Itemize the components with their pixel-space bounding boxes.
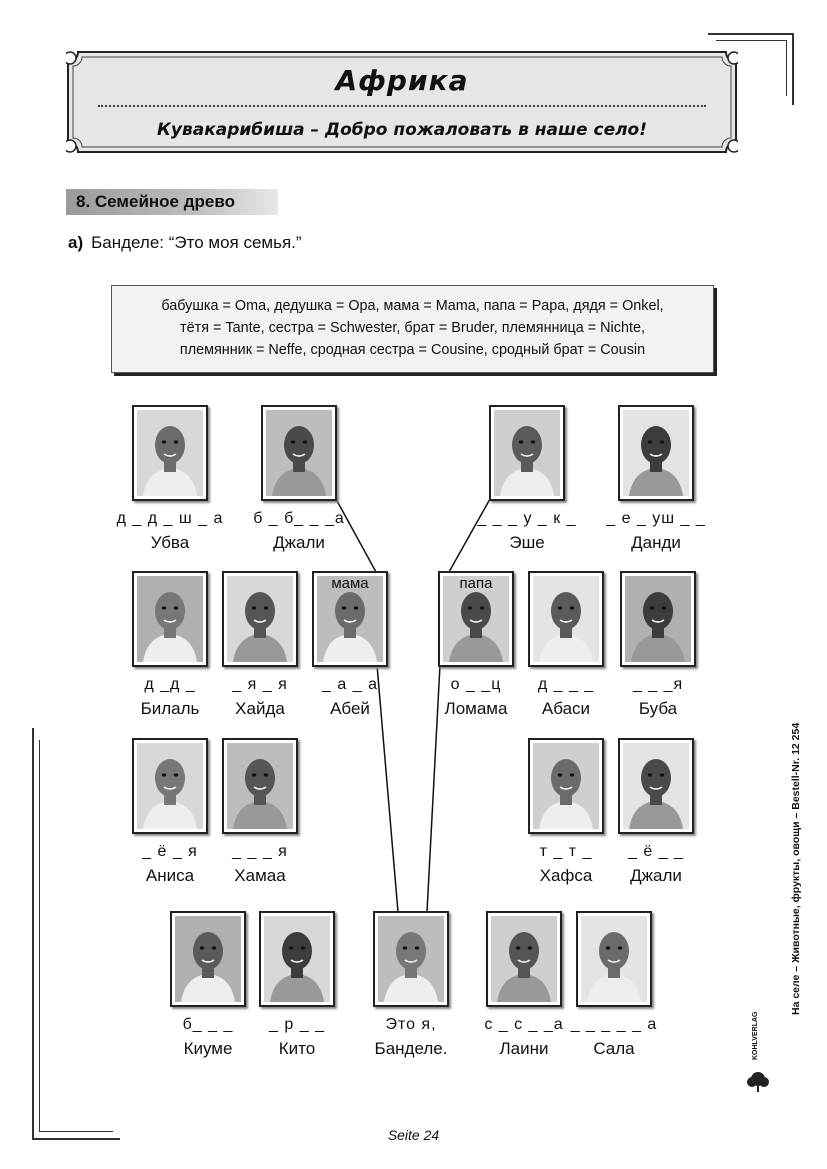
portrait-kiume <box>170 911 246 1007</box>
name-khafsa: Хафса <box>539 866 593 885</box>
portrait-khamaa <box>222 738 298 834</box>
name-dzhali1: Джали <box>273 533 325 552</box>
name-laini: Лаини <box>499 1039 549 1058</box>
name-abasi: Абаси <box>541 699 591 718</box>
name-abei: Абей <box>330 699 370 718</box>
name-dzhali2: Джали <box>630 866 682 885</box>
portrait-khafsa <box>528 738 604 834</box>
name-dandi: Данди <box>631 533 681 552</box>
name-bandele: Банделе. <box>374 1039 448 1058</box>
clue-abei: _ а _ а <box>322 676 378 693</box>
portrait-ubva <box>132 405 208 501</box>
publisher-logo-icon <box>745 1068 771 1094</box>
portrait-lomama <box>438 571 514 667</box>
clue-bilal: д _д _ <box>144 676 196 693</box>
clue-dzhali2: _ ё _ _ <box>628 843 684 860</box>
name-bilal: Билаль <box>140 699 200 718</box>
task-label: a) <box>68 233 84 252</box>
clue-khamaa: _ _ _ я <box>232 843 288 860</box>
portrait-kito <box>259 911 335 1007</box>
page-number: Seite 24 <box>387 1127 440 1143</box>
portrait-khaida <box>222 571 298 667</box>
name-khaida: Хайда <box>235 699 285 718</box>
clue-dzhali1: б _ б_ _ _а <box>253 510 345 527</box>
page-title: Африка <box>335 64 469 97</box>
name-sala: Сала <box>593 1039 635 1058</box>
clue-kito: _ р _ _ <box>269 1016 325 1033</box>
clue-anisa: _ ё _ я <box>142 843 198 860</box>
name-kito: Кито <box>278 1039 316 1058</box>
portrait-dzhali2 <box>618 738 694 834</box>
role-tag: папа <box>459 575 493 592</box>
clue-kiume: б_ _ _ <box>182 1016 234 1033</box>
page-subtitle: Кувакарибиша – Добро пожаловать в наше село! <box>157 120 647 140</box>
clue-bandele: Это я, <box>385 1016 437 1033</box>
portrait-buba <box>620 571 696 667</box>
portrait-dzhali1 <box>261 405 337 501</box>
name-buba: Буба <box>638 699 678 718</box>
name-kiume: Киуме <box>183 1039 233 1058</box>
vocabulary-line: бабушка = Oma, дедушка = Opa, мама = Mama, папа = Papa, дядя = Onkel, <box>161 298 664 314</box>
clue-eshe: _ _ _ у _ к _ <box>477 510 577 527</box>
publisher-name: KOHLVERLAG <box>752 1011 759 1060</box>
name-anisa: Аниса <box>145 866 195 885</box>
clue-dandi: _ е _ уш _ _ <box>606 510 706 527</box>
portrait-anisa <box>132 738 208 834</box>
portrait-sala <box>576 911 652 1007</box>
vocabulary-line: племянник = Neffe, сродная сестра = Cousine, сродный брат = Cousin <box>179 342 646 358</box>
portrait-eshe <box>489 405 565 501</box>
name-khamaa: Хамаа <box>234 866 286 885</box>
name-eshe: Эше <box>509 533 545 552</box>
vocabulary-line: тётя = Tante, сестра = Schwester, брат = Bruder, племянница = Nichte, <box>180 320 645 336</box>
portrait-dandi <box>618 405 694 501</box>
clue-laini: с _ с _ _а <box>484 1016 564 1033</box>
side-order-text: На селе – Животные, фрукты, овощи – Bestell-Nr. 12 254 <box>790 722 802 1015</box>
clue-abasi: д _ _ _ <box>537 676 595 693</box>
portrait-laini <box>486 911 562 1007</box>
clue-sala: _ _ _ _ _ а <box>570 1016 658 1033</box>
clue-lomama: о _ _ц <box>450 676 502 693</box>
portrait-abasi <box>528 571 604 667</box>
clue-khafsa: т _ т _ <box>539 843 593 860</box>
portrait-bilal <box>132 571 208 667</box>
name-ubva: Убва <box>150 533 190 552</box>
name-lomama: Ломама <box>444 699 508 718</box>
portrait-bandele <box>373 911 449 1007</box>
clue-buba: _ _ _я <box>632 676 684 693</box>
task-text: Банделе: “Это моя семья.” <box>91 233 302 252</box>
clue-ubva: д _ д _ ш _ а <box>116 510 224 527</box>
portrait-abei <box>312 571 388 667</box>
role-tag: мама <box>331 575 369 592</box>
section-title: 8. Семейное древо <box>76 192 235 211</box>
clue-khaida: _ я _ я <box>232 676 288 693</box>
